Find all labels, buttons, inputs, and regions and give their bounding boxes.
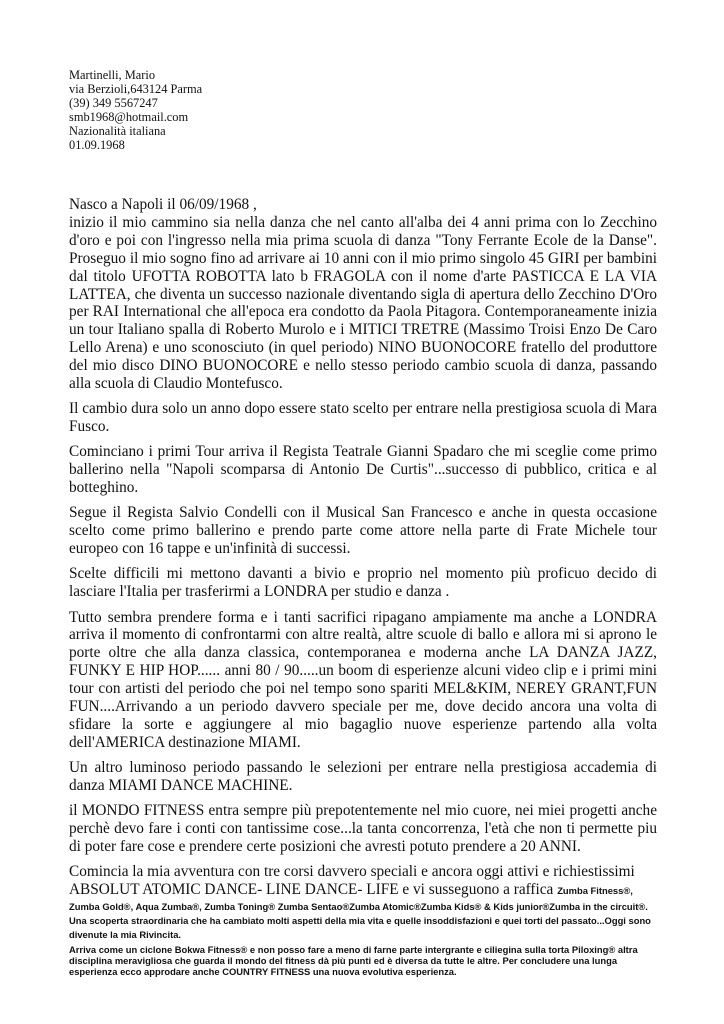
biography-body <box>69 196 657 985</box>
paragraph-9-main: Comincia la mia avventura con tre corsi davvero speciali e ancora oggi attivi e richiestissimi ABSOLUT ATOMIC DANCE- LINE DANCE- LIFE e vi susseguono a raffica <box>69 863 635 899</box>
contact-header <box>69 68 489 152</box>
paragraph-6: Tutto sembra prendere forma e i tanti sacrifici ripagano ampiamente ma anche a LONDRA arriva il momento di confrontarmi con altre realtà, altre scuole di ballo e allora mi si aprono le porte oltre che alla danza classica, contemporanea e moderna anche LA DANZA JAZZ, FUNKY E HIP HOP...... anni 80 / 90.....un boom di esperienze alcuni video clip e i primi mini tour con artisti del periodo che poi nel tempo sono spariti MEL&KIM, NEREY GRANT,FUN FUN....Arrivando a un periodo davvero speciale per me, dove decido ancora una volta di sfidare la sorte e aggiungere al mio bagaglio nuove esperienze partendo alla volta dell'AMERICA destinazione MIAMI. <box>69 608 657 751</box>
paragraph-9-zumba-list: Zumba Fitness®, Zumba Gold®, Aqua Zumba®, Zumba Toning® Zumba Sentao®Zumba Atomic®Zumba Kids® & Kids junior®Zumba in the circuit®. Una scoperta straordinaria che ha cambiato molti aspetti della mia vita e quelle insoddisfazioni e quei torti del passato...Oggi sono divenute la mia Rivincita. <box>69 885 651 940</box>
closing-paragraph: Arriva come un ciclone Bokwa Fitness® e non posso fare a meno di farne parte intergrante e ciliegina sulla torta Piloxing® altra disciplina meravigliosa che guarda il mondo del fitness dà più punti ed è diversa da tutte le altre. Per concludere una lunga esperienza ecco approdare anche COUNTRY FITNESS una nuova evolutiva esperienza. <box>69 943 638 977</box>
paragraph-8: il MONDO FITNESS entra sempre più prepotentemente nel mio cuore, nei miei progetti anche perchè devo fare i conti con tantissime cose...la tanta concorrenza, l'età che non ti permette piu di poter fare cose e prendere certe posizioni che avresti potuto prendere a 20 ANNI. <box>69 802 657 855</box>
paragraph-1: inizio il mio cammino sia nella danza che nel canto all'alba dei 4 anni prima con lo Zecchino d'oro e poi con l'ingresso nella mia prima scuola di danza "Tony Ferrante Ecole de la Danse". Proseguo il mio sogno fino ad arrivare ai 10 anni con il mio primo singolo 45 GIRI per bambini dal titolo UFOTTA ROBOTTA lato b FRAGOLA con il nome d'arte PASTICCA E LA VIA LATTEA, che diventa un successo nazionale diventando sigla di apertura dello Zecchino D'Oro per RAI International che all'epoca era condotto da Paola Pitagora. Contemporaneamente inizia un tour Italiano spalla di Roberto Murolo e i MITICI TRETRE (Massimo Troisi Enzo De Caro Lello Arena) e uno sconosciuto (in quel periodo) NINO BUONOCORE fratello del produttore del mio disco DINO BUONOCORE e nello stesso periodo cambio scuola di danza, passando alla scuola di Claudio Montefusco. <box>69 213 657 393</box>
intro-line: Nasco a Napoli il 06/09/1968 , <box>69 196 257 213</box>
paragraph-9 <box>69 863 657 941</box>
author-phone: (39) 349 5567247 <box>69 96 158 110</box>
author-birthdate: 01.09.1968 <box>69 138 125 152</box>
author-name: Martinelli, Mario <box>69 68 156 82</box>
paragraph-3: Cominciano i primi Tour arriva il Regista Teatrale Gianni Spadaro che mi sceglie come primo ballerino nella "Napoli scomparsa di Antonio De Curtis"...successo di pubblico, critica e al botteghino. <box>69 443 657 497</box>
author-nationality: Nazionalità italiana <box>69 124 166 138</box>
paragraph-4: Segue il Regista Salvio Condelli con il Musical San Francesco e anche in questa occasione scelto come primo ballerino e prendo parte come attore nella parte di Frate Michele tour europeo con 16 tappe e un'infinità di successi. <box>69 504 657 558</box>
paragraph-2: Il cambio dura solo un anno dopo essere stato scelto per entrare nella prestigiosa scuola di Mara Fusco. <box>69 400 657 436</box>
paragraph-7: Un altro luminoso periodo passando le selezioni per entrare nella prestigiosa accademia di danza MIAMI DANCE MACHINE. <box>69 759 657 794</box>
author-address: via Berzioli,643124 Parma <box>69 82 203 96</box>
paragraph-5: Scelte difficili mi mettono davanti a bivio e proprio nel momento più proficuo decido di lasciare l'Italia per trasferirmi a LONDRA per studio e danza . <box>69 565 657 601</box>
author-email: smb1968@hotmail.com <box>69 110 189 124</box>
